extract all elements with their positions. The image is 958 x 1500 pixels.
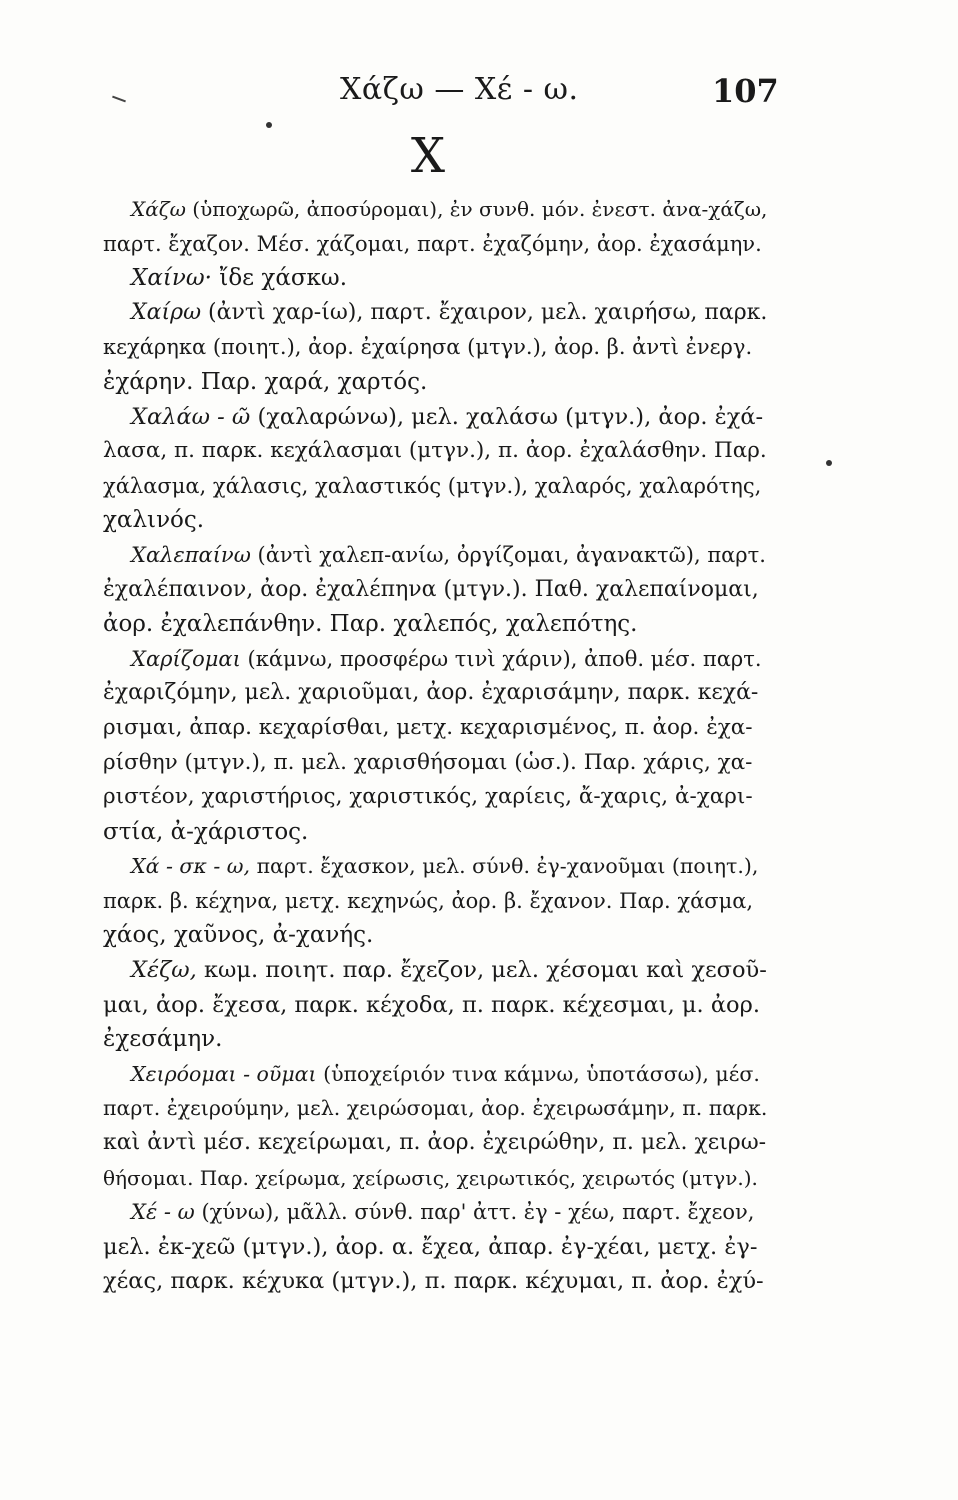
text-line — [103, 1091, 767, 1126]
entry-text: μαι, ἀορ. ἔχεσα, παρκ. κέχοδα, π. παρκ. κέχεσμαι, μ. ἀορ. — [103, 991, 760, 1018]
entry-text: στία, ἀ-χάριστος. — [103, 818, 309, 845]
text-line — [103, 642, 767, 677]
dictionary-entries — [103, 192, 767, 1299]
text-line — [103, 330, 767, 365]
entry-text: (ὑποχείριόν τινα κάμνω, ὑποτάσσω), μέσ. — [323, 1061, 760, 1086]
entry-text: ριστέον, χαριστήριος, χαριστικός, χαρίεις, ἄ-χαρις, ἀ-χαρι- — [103, 784, 753, 810]
text-line — [103, 434, 767, 469]
entry-text: χάλασμα, χάλασις, χαλαστικός (μτγν.), χαλαρός, χαλαρότης, — [103, 473, 762, 498]
text-line — [103, 469, 767, 504]
text-line — [103, 607, 767, 642]
text-line — [103, 1195, 767, 1230]
text-line — [103, 780, 767, 815]
entry-text: παρτ. ἔχαζον. Μέσ. χάζομαι, παρτ. ἐχαζόμην, ἀορ. ἐχασάμην. — [103, 231, 762, 256]
text-line — [103, 227, 767, 262]
entry-text: παρτ. ἐχειρούμην, μελ. χειρώσομαι, ἀορ. ἐχειρωσάμην, π. παρκ. — [103, 1096, 767, 1121]
text-line — [103, 988, 767, 1023]
page-number: 107 — [712, 72, 779, 110]
entry-headword: Χαίρω — [131, 299, 202, 325]
text-line — [103, 746, 767, 781]
text-line — [103, 538, 767, 573]
entry-headword: Χέζω, — [131, 957, 197, 984]
text-line — [103, 711, 767, 746]
entry-text: ρισμαι, ἀπαρ. κεχαρίσθαι, μετχ. κεχαρισμένος, π. ἀορ. ἐχα- — [103, 714, 753, 740]
text-line — [103, 815, 767, 850]
entry-headword: Χαλεπαίνω — [131, 542, 251, 567]
text-line — [103, 1230, 767, 1265]
text-line — [103, 918, 767, 953]
entry-text: μελ. ἐκ-χεῶ (μτγν.), ἀορ. α. ἔχεα, ἀπαρ. ἐγ-χέαι, μετχ. ἐγ- — [103, 1233, 758, 1260]
entry-text: (χύνω), μᾶλλ. σύνθ. παρ' ἀττ. ἐγ - χέω, παρτ. ἔχεον, — [201, 1200, 755, 1225]
entry-headword: Χά - σκ - ω, — [131, 854, 251, 879]
entry-text: (ἀντὶ χαλεπ-ανίω, ὀργίζομαι, ἀγανακτῶ), παρτ. — [257, 542, 766, 567]
entry-headword: Χαλάω - ῶ — [131, 403, 251, 430]
entry-text: ἐχαλέπαινον, ἀορ. ἐχαλέπηνα (μτγν.). Παθ. χαλεπαίνομαι, — [103, 576, 759, 602]
entry-headword: Χάζω — [131, 197, 186, 221]
entry-headword: Χειρόομαι - οῦμαι — [131, 1061, 317, 1086]
entry-text: ἀορ. ἐχαλεπάνθην. Παρ. χαλεπός, χαλεπότης. — [103, 611, 638, 638]
page-header — [0, 72, 958, 116]
entry-text: παρκ. β. κέχηνα, μετχ. κεχηνώς, ἀορ. β. ἔχανον. Παρ. χάσμα, — [103, 888, 754, 913]
entry-text: χέας, παρκ. κέχυκα (μτγν.), π. παρκ. κέχυμαι, π. ἀορ. ἐχύ- — [103, 1268, 764, 1295]
entry-text: ἐχεσάμην. — [103, 1026, 223, 1053]
entry-headword: Χαίνω· — [131, 265, 212, 292]
text-line — [103, 296, 767, 331]
text-line — [103, 1161, 767, 1196]
text-line — [103, 365, 767, 400]
text-line — [103, 953, 767, 988]
entry-text: χάος, χαῦνος, ἀ-χανής. — [103, 922, 374, 949]
text-line — [103, 503, 767, 538]
text-line — [103, 1022, 767, 1057]
entry-text: λασα, π. παρκ. κεχάλασμαι (μτγν.), π. ἀορ. ἐχαλάσθην. Παρ. — [103, 438, 767, 464]
text-line — [103, 261, 767, 296]
entry-text: ἐχαριζόμην, μελ. χαριοῦμαι, ἀορ. ἐχαρισάμην, παρκ. κεχά- — [103, 680, 759, 706]
entry-text: καὶ ἀντὶ μέσ. κεχείρωμαι, π. ἀορ. ἐχειρώθην, π. μελ. χειρω- — [103, 1130, 767, 1156]
entry-text: (κάμνω, προσφέρω τινὶ χάριν), ἀποθ. μέσ. παρτ. — [247, 646, 762, 671]
running-head: Χάζω — Χέ - ω. — [340, 72, 579, 107]
entry-text: (ἀντὶ χαρ-ίω), παρτ. ἔχαιρον, μελ. χαιρήσω, παρκ. — [208, 299, 767, 325]
text-line — [103, 849, 767, 884]
entry-text: παρτ. ἔχασκον, μελ. σύνθ. ἐγ-χανοῦμαι (ποιητ.), — [256, 854, 759, 879]
entry-text: (χαλαρώνω), μελ. χαλάσω (μτγν.), ἀορ. ἐχά- — [257, 403, 764, 430]
text-line — [103, 676, 767, 711]
entry-text: ἴδε χάσκω. — [219, 265, 347, 292]
entry-headword: Χέ - ω — [131, 1200, 195, 1225]
section-letter: Χ — [410, 128, 448, 184]
entry-text: κεχάρηκα (ποιητ.), ἀορ. ἐχαίρησα (μτγν.), ἀορ. β. ἀντὶ ἐνεργ. — [103, 335, 753, 360]
text-line — [103, 573, 767, 608]
text-line — [103, 192, 767, 227]
stray-dot — [826, 460, 832, 466]
text-line — [103, 884, 767, 919]
text-line — [103, 400, 767, 435]
text-line — [103, 1264, 767, 1299]
text-line — [103, 1126, 767, 1161]
entry-text: κωμ. ποιητ. παρ. ἔχεζον, μελ. χέσομαι καὶ χεσοῦ- — [203, 957, 767, 984]
entry-headword: Χαρίζομαι — [131, 646, 241, 671]
entry-text: ἐχάρην. Παρ. χαρά, χαρτός. — [103, 368, 428, 395]
text-line — [103, 1057, 767, 1092]
entry-text: ρίσθην (μτγν.), π. μελ. χαρισθήσομαι (ὡσ.). Παρ. χάρις, χα- — [103, 749, 753, 775]
entry-text: (ὑποχωρῶ, ἀποσύρομαι), ἐν συνθ. μόν. ἐνεστ. ἀνα-χάζω, — [192, 197, 767, 221]
entry-text: θήσομαι. Παρ. χείρωμα, χείρωσις, χειρωτικός, χειρωτός (μτγν.). — [103, 1165, 758, 1190]
entry-text: χαλινός. — [103, 507, 205, 534]
